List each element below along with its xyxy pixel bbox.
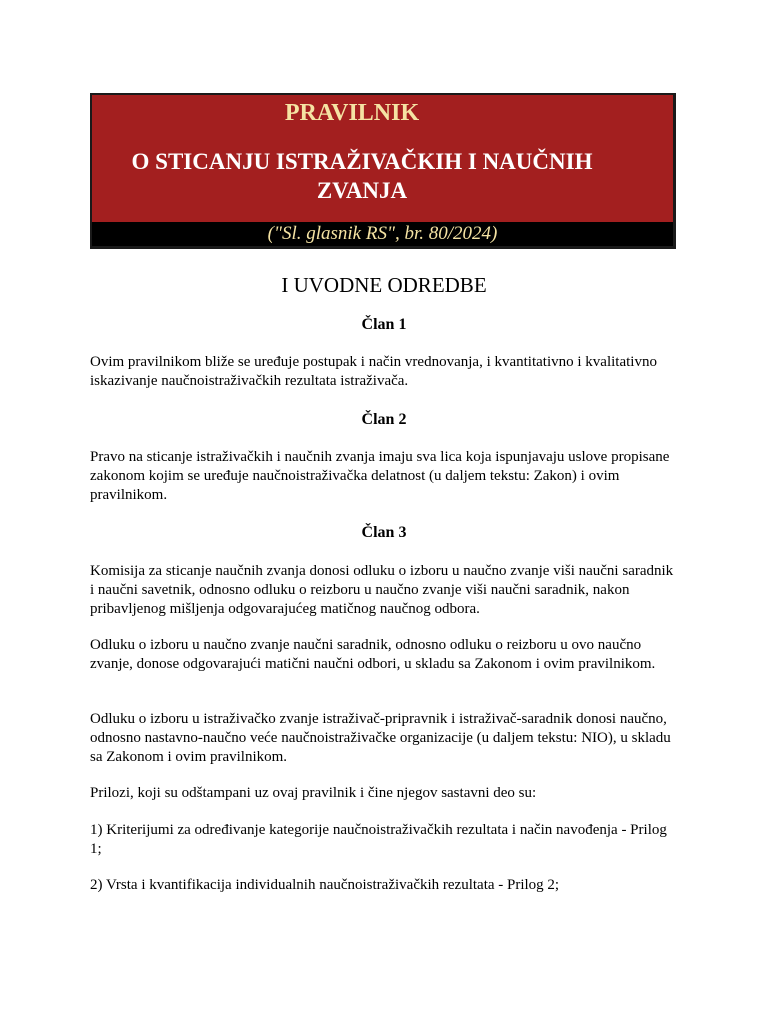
article-3-paragraph-2: Odluku o izboru u naučno zvanje naučni saradnik, odnosno odluku o reizboru u ovo naučno zvanje, donose odgovarajući matični naučni odbori, u skladu sa Zakonom i ovim pravilnikom. [90,637,656,672]
article-heading-3: Član 3 [361,524,407,541]
article-heading-1: Član 1 [361,316,407,333]
gazette-reference: ("Sl. glasnik RS", br. 80/2024) [92,222,673,246]
subtitle-line-1: O STICANJU ISTRAŽIVAČKIH I NAUČNIH [131,149,593,174]
article-3-list-item-2: 2) Vrsta i kvantifikacija individualnih naučnoistraživačkih rezultata - Prilog 2; [90,877,560,893]
title-banner [90,93,676,249]
article-3-list-item-1: 1) Kriterijumi za određivanje kategorije naučnoistraživačkih rezultata i način navođenja - Prilog 1; [90,822,667,857]
article-3-paragraph-3: Odluku o izboru u istraživačko zvanje istraživač-pripravnik i istraživač-saradnik donosi naučno, odnosno nastavno-naučno veće naučnoistraživačke organizacije (u daljem tekstu: NIO), u skladu sa Zakonom i ovim pravilnikom. [90,711,671,765]
article-3-paragraph-4: Prilozi, koji su odštampani uz ovaj pravilnik i čine njegov sastavni deo su: [90,785,537,801]
article-2-paragraph-1: Pravo na sticanje istraživačkih i naučnih zvanja imaju sva lica koja ispunjavaju uslove propisane zakonom kojim se uređuje naučnoistraživačka delatnost (u daljem tekstu: Zakon) i ovim pravilnikom. [90,449,670,503]
document-title: PRAVILNIK [284,100,420,126]
article-3-paragraph-1: Komisija za sticanje naučnih zvanja donosi odluku o izboru u naučno zvanje viši naučni saradnik i naučni savetnik, odnosno odluku o reizboru u naučno zvanje viši naučni saradnik, nakon pribavljenog mišljenja odgovarajućeg matičnog naučnog odbora. [90,563,674,617]
article-1-paragraph-1: Ovim pravilnikom bliže se uređuje postupak i način vrednovanja, i kvantitativno i kvalitativno iskazivanje naučnoistraživačkih rezultata istraživača. [90,354,657,389]
article-heading-2: Član 2 [361,411,407,428]
document-subtitle [102,147,622,205]
subtitle-line-2: ZVANJA [316,178,408,203]
section-heading: I UVODNE ODREDBE [281,273,487,297]
